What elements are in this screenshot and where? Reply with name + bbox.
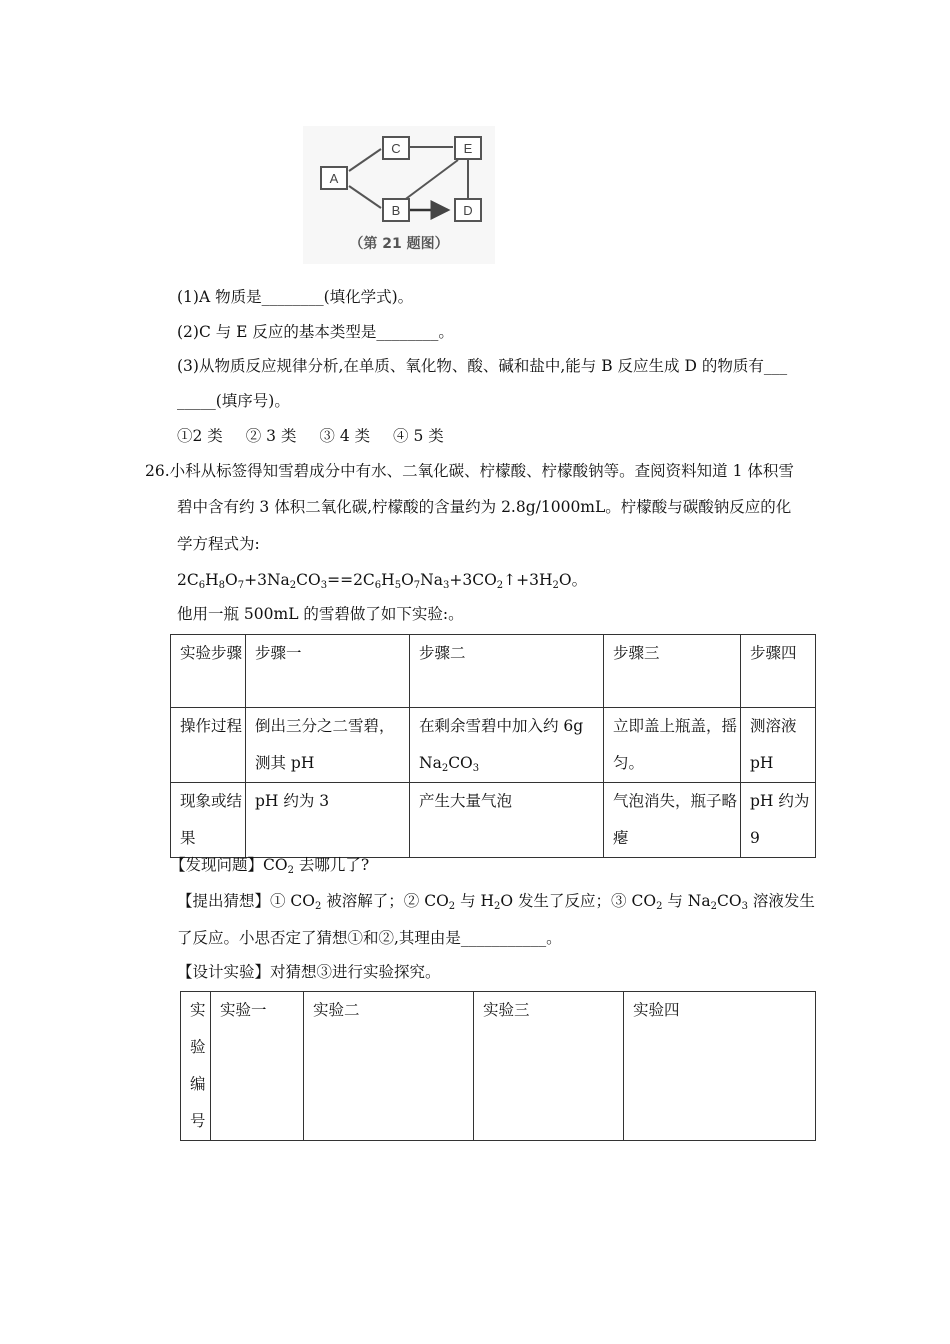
diagram-svg	[303, 126, 495, 264]
node-c-label: C	[391, 141, 401, 156]
table-cell: pH 约为 9	[741, 783, 816, 858]
table-cell: 操作过程	[171, 708, 246, 783]
table-cell: 立即盖上瓶盖，摇匀。	[604, 708, 741, 783]
q25-part1: (1)A 物质是________(填化学式)。	[177, 288, 414, 306]
find-problem: 【发现问题】CO2 去哪儿了?	[170, 856, 370, 876]
design-experiment: 【设计实验】对猜想③进行实验探究。	[177, 963, 441, 981]
table-cell: 步骤一	[246, 635, 410, 708]
option-2: ② 3 类	[245, 427, 297, 445]
table-row	[171, 783, 816, 858]
q26-intro-line1: 26.小科从标签得知雪碧成分中有水、二氧化碳、柠檬酸、柠檬酸钠等。查阅资料知道 1 体积雪	[145, 462, 794, 480]
table-cell: 实验四	[624, 992, 816, 1141]
reaction-diagram	[303, 126, 495, 264]
line-a-c	[349, 149, 381, 171]
table-cell	[181, 992, 211, 1141]
hypothesis-line1: 【提出猜想】① CO2 被溶解了；② CO2 与 H2O 发生了反应；③ CO2 与 Na2CO3 溶液发生	[177, 892, 815, 912]
table-cell: 步骤二	[410, 635, 604, 708]
experiment-number-header: 实验编号	[190, 1001, 206, 1130]
table-cell: 步骤三	[604, 635, 741, 708]
option-3: ③ 4 类	[319, 427, 371, 445]
table-cell: 现象或结果	[171, 783, 246, 858]
figure-caption: （第 21 题图）	[349, 236, 449, 252]
node-b-label: B	[391, 203, 401, 218]
q25-part3-line1: (3)从物质反应规律分析,在单质、氧化物、酸、碱和盐中,能与 B 反应生成 D 的物质有___	[177, 357, 788, 375]
table-cell: 实验一	[211, 992, 304, 1141]
experiment-intro: 他用一瓶 500mL 的雪碧做了如下实验:。	[177, 605, 464, 623]
table-cell: pH 约为 3	[246, 783, 410, 858]
node-e-label: E	[463, 141, 473, 156]
q26-intro-line3: 学方程式为:	[177, 535, 260, 553]
table-cell: 倒出三分之二雪碧，测其 pH	[246, 708, 410, 783]
table-cell: 气泡消失，瓶子略瘪	[604, 783, 741, 858]
table-row	[171, 635, 816, 708]
option-1: ①2 类	[177, 427, 223, 445]
q25-part3-line2: _____(填序号)。	[177, 392, 290, 410]
q25-part2: (2)C 与 E 反应的基本类型是________。	[177, 323, 454, 341]
hypothesis-line2: 了反应。小思否定了猜想①和②,其理由是___________。	[177, 929, 562, 947]
chemical-equation: 2C6H8O7+3Na2CO3==2C6H5O7Na3+3CO2↑+3H2O。	[177, 571, 588, 591]
table-cell: 步骤四	[741, 635, 816, 708]
experiment-steps-table	[170, 634, 816, 858]
table-cell: 测溶液 pH	[741, 708, 816, 783]
experiment-design-table	[180, 991, 816, 1141]
table-row	[181, 992, 816, 1141]
node-a-label: A	[329, 171, 339, 186]
line-a-b	[349, 186, 381, 208]
table-cell: 实验三	[474, 992, 624, 1141]
table-cell: 实验二	[304, 992, 474, 1141]
table-cell: 在剩余雪碧中加入约 6g Na2CO3	[410, 708, 604, 783]
node-d-label: D	[463, 203, 473, 218]
table-cell: 实验步骤	[171, 635, 246, 708]
q25-options	[177, 426, 444, 446]
line-b-e	[403, 160, 458, 201]
table-cell: 产生大量气泡	[410, 783, 604, 858]
option-4: ④ 5 类	[393, 427, 444, 445]
q26-intro-line2: 碧中含有约 3 体积二氧化碳,柠檬酸的含量约为 2.8g/1000mL。柠檬酸与碳酸钠反应的化	[177, 498, 792, 516]
table-row	[171, 708, 816, 783]
